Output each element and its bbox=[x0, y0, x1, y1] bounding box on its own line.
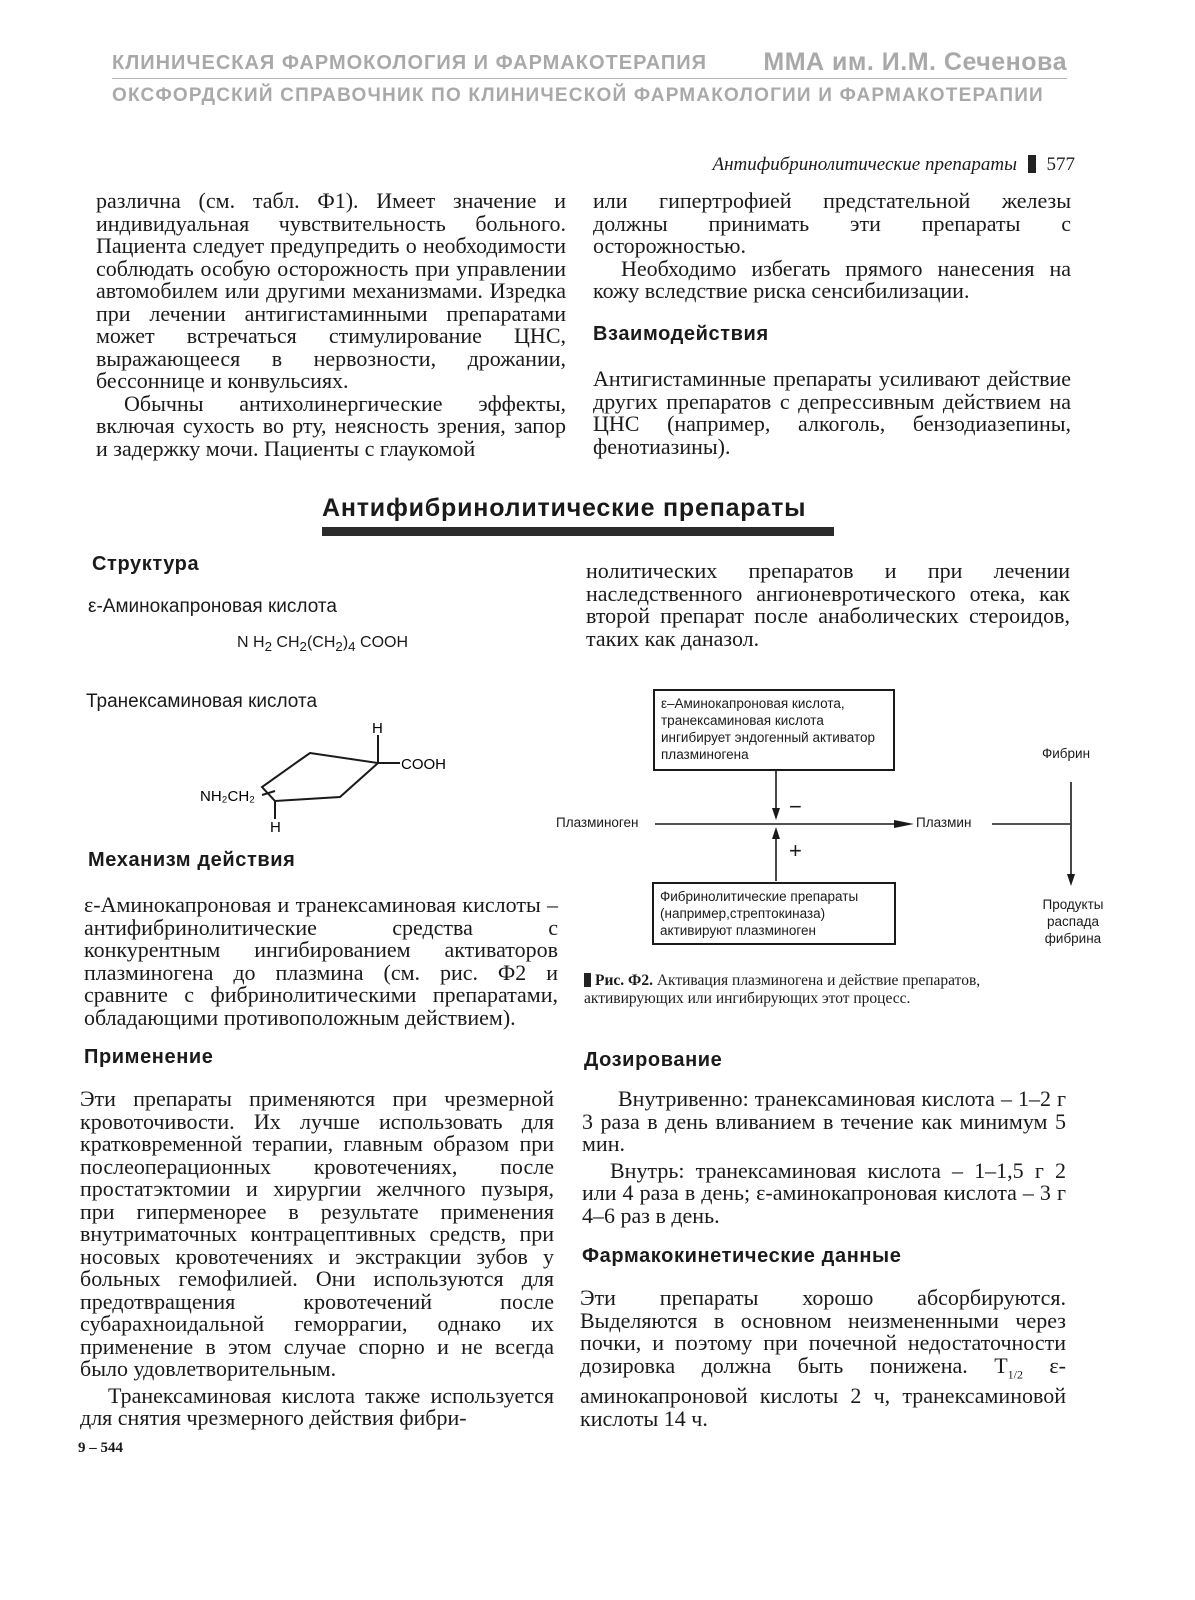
label-plasminogen: Плазминоген bbox=[556, 815, 639, 830]
eaca-formula: N $H_2$ $CH_2(CH_2)_4$ COOH bbox=[237, 634, 409, 655]
arrowhead-activate bbox=[772, 827, 780, 839]
structure-heading: Структура bbox=[92, 553, 200, 575]
txa-name: Транексаминовая кислота bbox=[86, 691, 318, 712]
label-plasmin: Плазмин bbox=[916, 815, 972, 830]
pharmacokinetics-text: Эти препараты хорошо абсорбируются. Выделяются в основном неизмененными через почки, и поэтому при почечной недостаточности дозировка должна быть понижена. $T_{1/2}$ ε-аминокапроновой кислоты 2 ч, транексаминовой кислоты 14 ч. bbox=[580, 1285, 1066, 1431]
caption-label: Рис. Ф2. bbox=[595, 972, 653, 989]
top-left-column bbox=[96, 190, 566, 460]
dosing-heading: Дозирование bbox=[584, 1049, 723, 1071]
right-continuation: нолитических препаратов и при лечении наследственного ангионевротического отека, как второй препарат после анаболических стероидов, таких как даназол. bbox=[586, 558, 1070, 651]
arrowhead-plasmin bbox=[894, 820, 914, 828]
txa-nh2ch2: NH₂CH₂ bbox=[200, 788, 255, 805]
eaca-name: ε-Аминокапроновая кислота bbox=[88, 596, 337, 617]
application-heading: Применение bbox=[84, 1046, 214, 1068]
cyclohexane-ring bbox=[262, 753, 378, 801]
page-number: 577 bbox=[1046, 154, 1075, 175]
txa-cooh: COOH bbox=[401, 756, 446, 773]
label-minus: − bbox=[789, 794, 802, 819]
application-para1: Эти препараты применяются при чрезмерной кровоточивости. Их лучше использовать для кратковременной терапии, главным образом при послеоперационных кровотечениях, после простатэктомии и хирургии желчного пузыря, при гиперменорее в результате применения внутриматочных контрацептивных средств, при носовых кровотечениях и экстракции зубов у больных гемофилией. Они используются для предотвращения кровотечений после субарахноидальной геморрагии, однако их применение в этом случае спорно и не всегда было удовлетворительным. bbox=[80, 1086, 554, 1381]
top-right-para1: или гипертрофией предстательной железы должны принимать эти препараты с осторожностью. bbox=[593, 188, 1071, 258]
label-fibrin: Фибрин bbox=[1042, 746, 1091, 761]
running-head-title: Антифибринолитические препараты bbox=[712, 154, 1017, 175]
pharmacokinetics-heading: Фармакокинетические данные bbox=[582, 1245, 902, 1267]
top-left-para1: различна (см. табл. Ф1). Имеет значение и индивидуальная чувствительность больного. Пациента следует предупредить о необходимости соблюдать особую осторожность при управлении автомобилем или другими механизмами. Изредка при лечении антигистаминными препаратами может встречаться стимулирование ЦНС, выражающееся в нервозности, дрожании, бессоннице и конвульсиях. bbox=[96, 188, 566, 393]
txa-h-bottom: H bbox=[270, 819, 281, 836]
dosing-para2: Внутрь: транексаминовая кислота – 1–1,5 г 2 или 4 раза в день; ε-аминокапроновая кислота – 3 г 4–6 раз в день. bbox=[582, 1157, 1066, 1228]
running-head bbox=[712, 154, 1075, 176]
top-right-para2: Необходимо избегать прямого нанесения на кожу вследствие риска сенсибилизации. bbox=[593, 255, 1071, 303]
section-title-bar bbox=[322, 527, 834, 536]
application-para2: Транексаминовая кислота также используется для снятия чрезмерного действия фибри- bbox=[80, 1382, 554, 1430]
header-rule bbox=[112, 78, 1067, 79]
caption-text: Активация плазминогена и действие препаратов, активирующих или ингибирующих этот процесс. bbox=[584, 972, 981, 1007]
dosing-text bbox=[582, 1088, 1066, 1227]
section-title: Антифибринолитические препараты bbox=[322, 494, 807, 522]
figure-caption bbox=[584, 972, 1072, 1008]
txa-h-top: H bbox=[372, 720, 383, 737]
label-products: Продукты распада фибрина bbox=[1042, 897, 1104, 946]
mechanism-heading: Механизм действия bbox=[88, 849, 296, 871]
interactions-heading: Взаимодействия bbox=[593, 323, 769, 345]
dosing-para1: Внутривенно: транексаминовая кислота – 1–2 г 3 раза в день вливанием в течение как минимум 5 мин. bbox=[582, 1086, 1066, 1156]
figure-box-inhibitor: ε–Аминокапроновая кислота, транексаминовая кислота ингибирует эндогенный активатор плазминогена bbox=[653, 689, 895, 771]
mechanism-text: ε-Аминокапроновая и транексаминовая кислоты – антифибринолитические средства с конкурентным ингибированием активаторов плазминогена до плазмина (см. рис. Ф2 и сравните с фибринолитическими препаратами, обладающими противоположным действием). bbox=[84, 892, 558, 1030]
header-line1-right: ММА им. И.М. Сеченова bbox=[763, 48, 1067, 76]
figure-box-activator: Фибринолитические препараты (например,стрептокиназа) активируют плазминоген bbox=[652, 882, 896, 945]
application-text bbox=[80, 1088, 554, 1430]
interactions-text: Антигистаминные препараты усиливают действие других препаратов с депрессивным действием на ЦНС (например, алкоголь, бензодиазепины, фенотиазины). bbox=[593, 366, 1071, 459]
footer-signature: 9 – 544 bbox=[78, 1440, 123, 1456]
arrowhead-products bbox=[1067, 874, 1075, 886]
caption-marker bbox=[584, 973, 591, 987]
top-right-column bbox=[593, 190, 1071, 303]
header-line1-left: КЛИНИЧЕСКАЯ ФАРМОКОЛОГИЯ И ФАРМАКОТЕРАПИЯ bbox=[112, 52, 707, 74]
label-plus: + bbox=[789, 838, 802, 863]
running-head-marker bbox=[1028, 155, 1036, 173]
top-left-para2: Обычны антихолинергические эффекты, включая сухость во рту, неясность зрения, запор и задержку мочи. Пациенты с глаукомой bbox=[96, 390, 566, 461]
header-line2: ОКСФОРДСКИЙ СПРАВОЧНИК ПО КЛИНИЧЕСКОЙ ФАРМАКОЛОГИИ И ФАРМАКОТЕРАПИИ bbox=[112, 85, 1044, 106]
arrowhead-inhibit bbox=[772, 808, 780, 820]
txa-structure bbox=[190, 715, 470, 840]
figure-arrows bbox=[560, 760, 1100, 960]
